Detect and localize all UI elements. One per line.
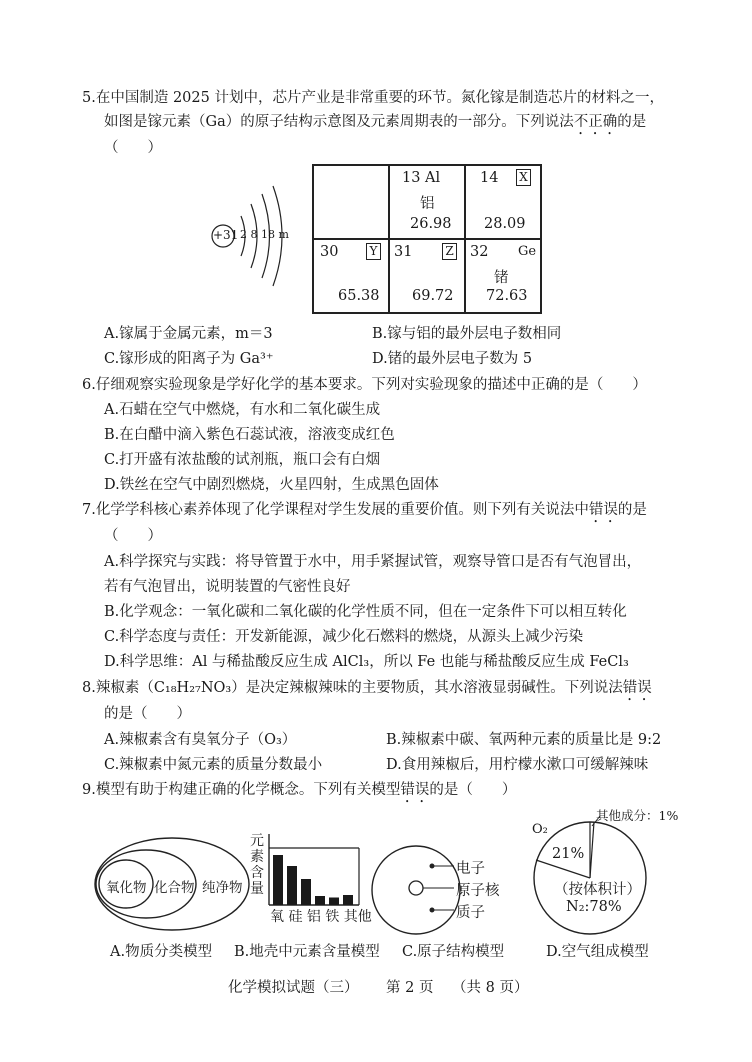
q8-option-a: A.辣椒素含有臭氧分子（O₃） — [104, 732, 297, 748]
q6-option-d: D.铁丝在空气中剧烈燃烧，火星四射，生成黑色固体 — [104, 477, 439, 493]
q6-option-b: B.在白醋中滴入紫色石蕊试液，溶液变成红色 — [104, 427, 395, 443]
fig-b-bar-1 — [287, 866, 297, 905]
q5-option-b: B.镓与铝的最外层电子数相同 — [372, 326, 562, 342]
ge-symbol: Ge — [518, 244, 537, 259]
y-number: 30 — [320, 244, 339, 260]
fig-b-bar-2 — [301, 879, 311, 905]
q5-option-d: D.锗的最外层电子数为 5 — [372, 351, 533, 367]
q8-option-d: D.食用辣椒后，用柠檬水漱口可缓解辣味 — [386, 757, 649, 773]
fig-b-caption: B.地壳中元素含量模型 — [234, 944, 380, 960]
q9-stem — [82, 778, 516, 806]
z-symbol-box: Z — [442, 243, 457, 260]
fig-d-o2-percent: 21% — [552, 846, 585, 862]
q6-option-c: C.打开盛有浓盐酸的试剂瓶，瓶口会有白烟 — [104, 452, 381, 468]
q7-emphasis: 错误 — [588, 502, 618, 518]
q5-answer-paren: （ ） — [104, 140, 162, 156]
q8-stem — [82, 676, 652, 704]
cell-x — [465, 165, 541, 239]
fig-a-inner-label: 氧化物 — [106, 880, 147, 896]
z-mass: 69.72 — [412, 288, 454, 304]
q8-stem-pre: 8.辣椒素（C₁₈H₂₇NO₃）是决定辣椒辣味的主要物质，其水溶液显弱碱性。下列说法 — [82, 680, 623, 696]
q8-emphasis: 错误 — [622, 680, 652, 696]
footer-exam-title: 化学模拟试题（三） — [228, 980, 359, 996]
fig-d-n2-label: N₂:78% — [566, 899, 622, 915]
fig-a-middle-label: 化合物 — [154, 880, 195, 896]
fig-c-label-electron: 电子 — [456, 861, 485, 877]
x-number: 14 — [480, 170, 499, 186]
q7-option-b: B.化学观念：一氧化碳和二氧化碳的化学性质不同，但在一定条件下可以相互转化 — [104, 604, 627, 620]
q8-option-b: B.辣椒素中碳、氧两种元素的质量比是 9:2 — [386, 732, 662, 748]
periodic-table-fragment — [312, 164, 542, 314]
fig-b-bar-4 — [329, 898, 339, 906]
fig-d-other-label: 其他成分：1% — [596, 808, 679, 823]
al-mass: 26.98 — [410, 216, 452, 232]
q5-stem-line2 — [104, 110, 646, 138]
al-name: 铝 — [420, 196, 435, 212]
q7-stem — [82, 498, 647, 526]
fig-d-pie-chart — [528, 812, 668, 938]
cell-z — [389, 239, 465, 313]
q8-stem-line2: 的是（ ） — [104, 706, 191, 722]
x-symbol-box: X — [516, 169, 531, 186]
y-mass: 65.38 — [338, 288, 380, 304]
q5-stem-line1: 5.在中国制造 2025 计划中，芯片产业是非常重要的环节。氮化镓是制造芯片的材料之一， — [82, 90, 664, 106]
q7-stem-pre: 7.化学学科核心素养体现了化学课程对学生发展的重要价值。则下列有关说法中 — [82, 502, 589, 518]
q7-option-c: C.科学态度与责任：开发新能源，减少化石燃料的燃烧，从源头上减少污染 — [104, 629, 584, 645]
fig-c-label-nucleus: 原子核 — [456, 883, 500, 899]
q5-stem-pre: 如图是镓元素（Ga）的原子结构示意图及元素周期表的一部分。下列说法 — [104, 114, 574, 130]
ge-number: 32 — [470, 244, 489, 260]
q6-stem: 6.仔细观察实验现象是学好化学的基本要求。下列对实验现象的描述中正确的是（ ） — [82, 377, 647, 393]
q7-stem-post: 的是 — [617, 502, 647, 518]
fig-a-outer-label: 纯净物 — [202, 880, 243, 896]
atom-shell-electrons: 2 8 18 m — [240, 228, 289, 241]
fig-b-bar-3 — [315, 896, 325, 905]
fig-d-caption: D.空气组成模型 — [546, 944, 649, 960]
atom-nucleus-charge: +31 — [213, 228, 239, 242]
fig-c-caption: C.原子结构模型 — [402, 944, 505, 960]
x-mass: 28.09 — [484, 216, 526, 232]
z-number: 31 — [394, 244, 413, 260]
fig-b-xlabels: 氧 硅 铝 铁 其他 — [270, 909, 372, 925]
fig-b-ylabel: 元素含量 — [250, 833, 264, 897]
footer-page-number: 第 2 页 — [386, 980, 434, 996]
al-number-symbol: 13 Al — [402, 170, 441, 186]
ge-name: 锗 — [494, 270, 509, 286]
cell-germanium — [465, 239, 541, 313]
fig-b-bar-chart — [268, 834, 360, 906]
q5-stem-post: 的是 — [617, 114, 647, 130]
q9-stem-post: 的是（ ） — [429, 782, 517, 798]
q5-option-a: A.镓属于金属元素，m＝3 — [104, 326, 273, 342]
q6-option-a: A.石蜡在空气中燃烧，有水和二氧化碳生成 — [104, 402, 381, 418]
fig-a-caption: A.物质分类模型 — [110, 944, 213, 960]
y-symbol-box: Y — [366, 243, 381, 260]
q7-answer-paren: （ ） — [104, 528, 162, 544]
q5-option-c: C.镓形成的阳离子为 Ga³⁺ — [104, 351, 274, 367]
ge-mass: 72.63 — [486, 288, 528, 304]
q9-emphasis: 错误 — [400, 782, 430, 798]
fig-d-volume-note: （按体积计） — [554, 882, 641, 898]
fig-c-label-proton: 质子 — [456, 905, 485, 921]
q9-stem-pre: 9.模型有助于构建正确的化学概念。下列有关模型 — [82, 782, 401, 798]
q5-emphasis: 不正确 — [573, 114, 618, 130]
q7-option-d: D.科学思维：Al 与稀盐酸反应生成 AlCl₃，所以 Fe 也能与稀盐酸反应生成 FeCl₃ — [104, 654, 629, 670]
fig-b-bar-5 — [343, 895, 353, 905]
cell-aluminum — [389, 165, 465, 239]
empty-cell — [313, 165, 389, 239]
fig-b-bar-0 — [273, 855, 283, 905]
q7-option-a-line2: 若有气泡冒出，说明装置的气密性良好 — [104, 579, 351, 595]
q7-option-a-line1: A.科学探究与实践：将导管置于水中，用手紧握试管，观察导管口是否有气泡冒出， — [104, 554, 642, 570]
fig-d-o2-label: O₂ — [532, 822, 548, 837]
cell-y — [313, 239, 389, 313]
footer-total-pages: （共 8 页） — [452, 980, 529, 996]
q8-option-c: C.辣椒素中氮元素的质量分数最小 — [104, 757, 323, 773]
